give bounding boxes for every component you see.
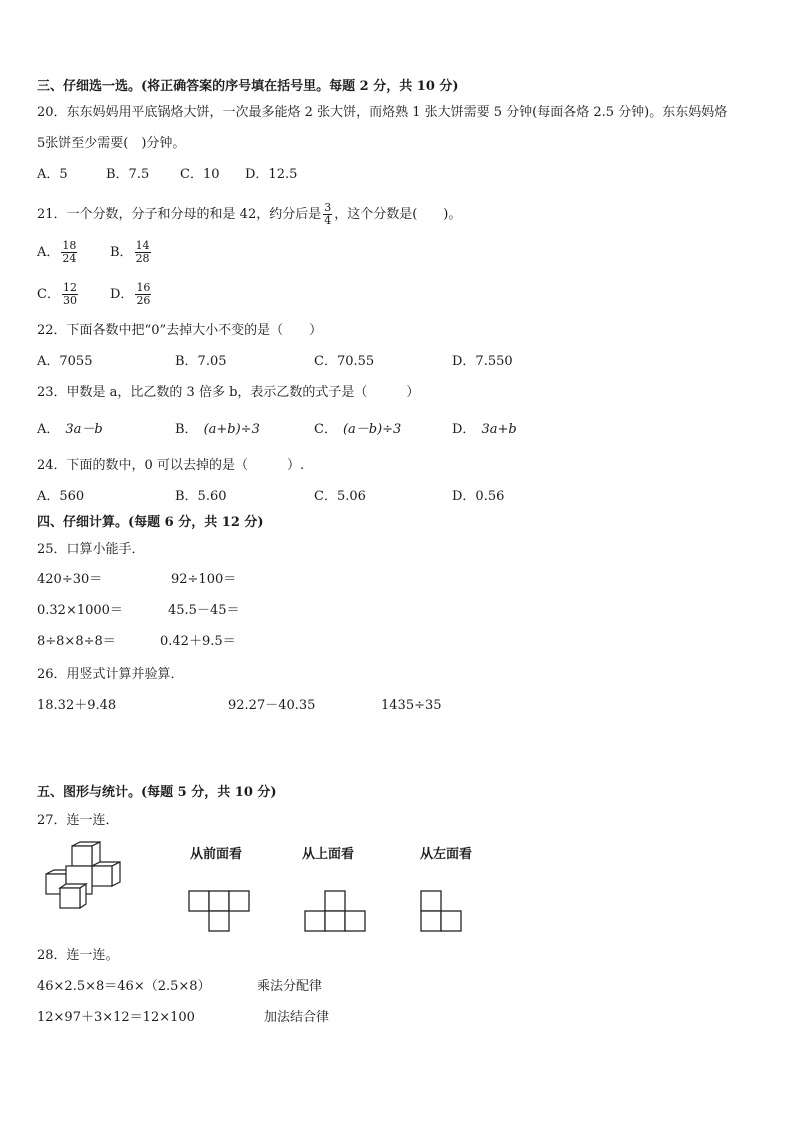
q24-option-c: C．5.06	[314, 489, 366, 504]
q23-expr-d: 3a+b	[481, 422, 517, 437]
q22-option-d: D．7.550	[452, 354, 513, 369]
view-label-top: 从上面看	[302, 847, 355, 862]
q22-option-c: C．70.55	[314, 354, 375, 369]
q21-stem-b: ，这个分数是( )。	[334, 207, 462, 222]
q21-option-c: C． $\frac{12}{30}$	[37, 281, 77, 307]
q20-option-a: A．5	[37, 167, 68, 182]
q24-option-d: D．0.56	[452, 489, 505, 504]
q28-right-2: 加法结合律	[264, 1010, 330, 1025]
q25-item-4: 45.5－45＝	[168, 603, 240, 618]
q20-line1: 20．东东妈妈用平底锅烙大饼，一次最多能烙 2 张大饼，而烙熟 1 张大饼需要 5 分钟(每面各烙 2.5 分钟)。东东妈妈烙	[37, 105, 728, 120]
cube-arrangement-figure	[40, 842, 140, 914]
q22-option-b: B．7.05	[175, 354, 227, 369]
q21-stem	[37, 202, 461, 228]
q21-stem-a: 21．一个分数，分子和分母的和是 42，约分后是	[37, 207, 322, 222]
q23-expr-b: (a+b)÷3	[203, 422, 260, 437]
q28-left-2: 12×97＋3×12＝12×100	[37, 1010, 195, 1025]
q23-option-a: A． 3a－b	[37, 422, 103, 437]
section5-heading: 五、图形与统计。(每题 5 分，共 10 分)	[37, 785, 277, 800]
q26-item-2: 92.27－40.35	[228, 698, 316, 713]
view-label-left: 从左面看	[420, 847, 473, 862]
q21-option-b: B． $\frac{14}{28}$	[110, 239, 150, 265]
q21-option-a: A． $\frac{18}{24}$	[37, 239, 77, 265]
q24-option-a: A．560	[37, 489, 85, 504]
q27-stem: 27．连一连．	[37, 813, 119, 828]
q20-option-b: B．7.5	[106, 167, 150, 182]
q26-stem: 26．用竖式计算并验算．	[37, 667, 184, 682]
q25-item-6: 0.42＋9.5＝	[160, 634, 236, 649]
view-label-front: 从前面看	[190, 847, 243, 862]
q21-fraction: $\frac{3}{4}$	[324, 201, 332, 227]
view-shape-1	[188, 890, 250, 932]
q26-item-3: 1435÷35	[381, 698, 442, 713]
q25-item-2: 92÷100＝	[171, 572, 237, 587]
q28-right-1: 乘法分配律	[257, 979, 323, 994]
q23-option-c: C． (a－b)÷3	[314, 422, 402, 437]
q25-item-1: 420÷30＝	[37, 572, 103, 587]
q26-item-1: 18.32＋9.48	[37, 698, 117, 713]
q23-stem: 23．甲数是 a，比乙数的 3 倍多 b，表示乙数的式子是（ ）	[37, 385, 420, 400]
section3-heading: 三、仔细选一选。(将正确答案的序号填在括号里。每题 2 分，共 10 分)	[37, 79, 459, 94]
q22-option-a: A．7055	[37, 354, 93, 369]
q22-stem: 22．下面各数中把“0”去掉大小不变的是（ ）	[37, 323, 323, 338]
q20-option-c: C．10	[180, 167, 220, 182]
q23-expr-c: (a－b)÷3	[342, 422, 402, 437]
q28-left-1: 46×2.5×8＝46×（2.5×8）	[37, 979, 211, 994]
q25-item-3: 0.32×1000＝	[37, 603, 123, 618]
section4-heading: 四、仔细计算。(每题 6 分，共 12 分)	[37, 515, 264, 530]
q20-line2: 5张饼至少需要( )分钟。	[37, 136, 186, 151]
view-shape-2	[304, 890, 366, 932]
q24-option-b: B．5.60	[175, 489, 227, 504]
q24-stem: 24．下面的数中，0 可以去掉的是（ ）.	[37, 458, 305, 473]
q20-option-d: D．12.5	[245, 167, 298, 182]
q23-expr-a: 3a－b	[65, 422, 103, 437]
q21-option-d: D． $\frac{16}{26}$	[110, 281, 151, 307]
q23-option-b: B． (a+b)÷3	[175, 422, 260, 437]
q25-stem: 25．口算小能手．	[37, 542, 145, 557]
q25-item-5: 8÷8×8÷8＝	[37, 634, 116, 649]
q23-option-d: D． 3a+b	[452, 422, 517, 437]
q28-stem: 28．连一连。	[37, 948, 119, 963]
view-shape-3	[420, 890, 462, 932]
